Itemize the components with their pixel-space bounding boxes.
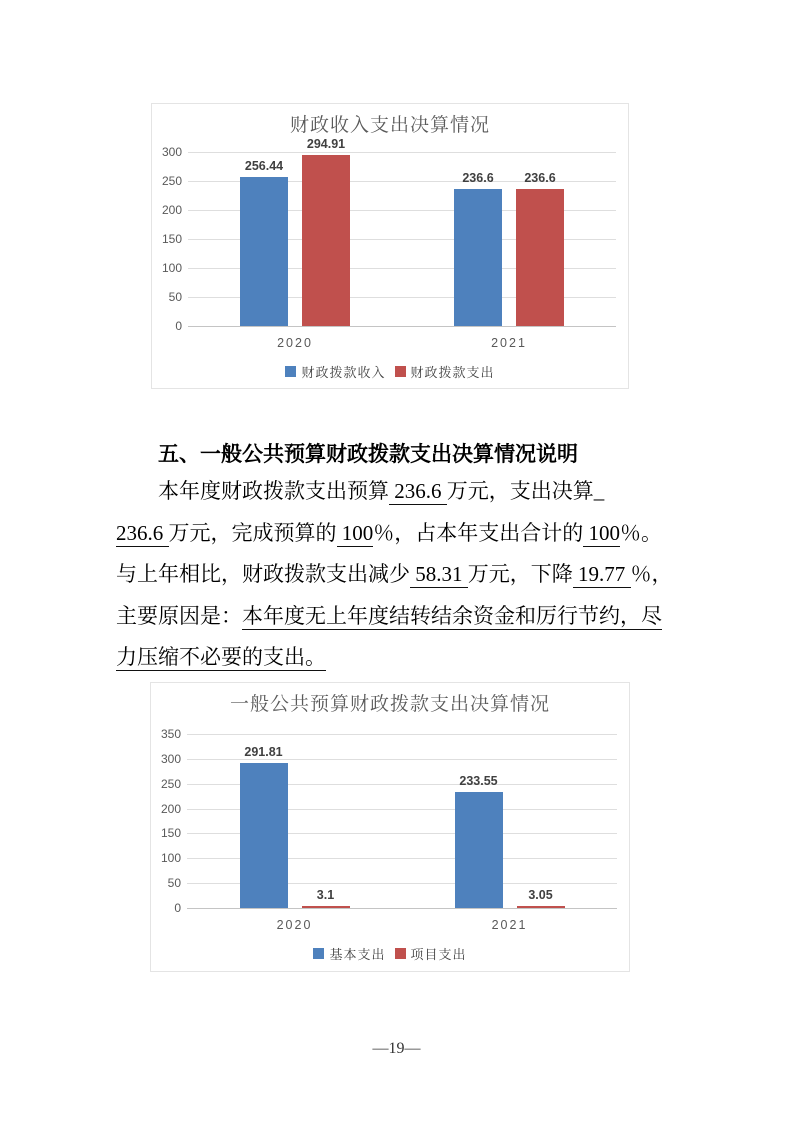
bar-value-label: 233.55 xyxy=(459,773,498,788)
underlined-text-segment: 100 xyxy=(336,520,374,545)
text-segment: 本年度财政拨款支出预算 xyxy=(158,479,389,503)
legend-label: 财政拨款支出 xyxy=(410,365,495,380)
paragraph-line xyxy=(116,554,696,596)
underlined-text-segment: 力压缩不必要的支出。 xyxy=(116,645,326,669)
y-axis-tick-label: 150 xyxy=(161,232,182,246)
bar xyxy=(240,177,288,326)
bar-value-label: 236.6 xyxy=(524,170,556,185)
y-axis-tick-label: 300 xyxy=(161,145,182,159)
bar-value-label: 294.91 xyxy=(306,136,346,151)
paragraph-line xyxy=(116,513,696,555)
chart-legend xyxy=(152,362,628,381)
y-axis-tick-label: 0 xyxy=(175,319,182,333)
y-axis-tick-label: 0 xyxy=(174,901,181,915)
legend-label: 基本支出 xyxy=(329,947,386,962)
gridline xyxy=(188,152,616,153)
bar-value-label: 291.81 xyxy=(244,744,283,759)
underlined-text-segment: 100 xyxy=(583,520,620,545)
bar xyxy=(517,906,565,908)
text-segment: 万元，下降 xyxy=(467,562,573,586)
y-axis-tick-label: 300 xyxy=(160,751,181,766)
x-axis-label: 2020 xyxy=(277,336,313,350)
underlined-text-segment: 58.31 xyxy=(410,562,468,586)
x-axis-label: 2021 xyxy=(491,336,527,350)
y-axis-tick-label: 50 xyxy=(167,876,181,891)
y-axis-tick-label: 100 xyxy=(161,261,182,275)
y-axis-tick-label: 50 xyxy=(168,290,182,304)
gridline xyxy=(187,908,617,909)
text-segment: 主要原因是： xyxy=(116,603,242,628)
chart-title: 财政收入支出决算情况 xyxy=(289,115,490,136)
bar xyxy=(302,906,350,908)
y-axis-tick-label: 100 xyxy=(160,851,181,866)
legend-item xyxy=(395,944,467,963)
x-axis-label: 2021 xyxy=(491,918,528,932)
underlined-text-segment: 236.6 xyxy=(116,520,169,545)
bar xyxy=(516,189,564,326)
underlined-text-segment: 本年度无上年度结转结余资金和厉行节约，尽 xyxy=(242,603,662,628)
legend-swatch-icon xyxy=(313,948,324,959)
gridline xyxy=(188,326,616,327)
legend-item xyxy=(313,944,385,963)
legend-label: 项目支出 xyxy=(410,947,467,962)
bar xyxy=(454,189,502,326)
text-segment: _ xyxy=(593,479,605,503)
legend-label: 财政拨款收入 xyxy=(301,365,386,380)
bar-value-label: 256.44 xyxy=(244,159,284,174)
finance-revenue-expenditure-chart xyxy=(151,103,629,389)
bar xyxy=(240,763,288,908)
page-number: —19— xyxy=(372,1040,421,1057)
legend-item xyxy=(285,362,385,381)
legend-swatch-icon xyxy=(395,948,406,959)
x-axis-label: 2020 xyxy=(276,918,313,932)
underlined-text-segment: 19.77 xyxy=(572,562,631,586)
y-axis-tick-label: 350 xyxy=(160,727,181,741)
bar-value-label: 236.6 xyxy=(462,170,494,185)
legend-swatch-icon xyxy=(285,366,296,377)
chart-legend xyxy=(151,944,629,963)
gridline xyxy=(187,734,617,735)
text-segment: ％，占本年支出合计的 xyxy=(373,520,584,545)
y-axis-tick-label: 250 xyxy=(161,174,182,188)
text-segment: ％。 xyxy=(620,520,662,545)
paragraph-line xyxy=(116,596,696,638)
underlined-text-segment: 236.6 xyxy=(389,479,447,503)
y-axis-tick-label: 250 xyxy=(160,776,181,791)
legend-swatch-icon xyxy=(395,366,406,377)
y-axis-tick-label: 200 xyxy=(161,203,182,217)
chart-title: 一般公共预算财政拨款支出决算情况 xyxy=(229,694,550,715)
text-segment: ％， xyxy=(630,562,673,586)
section-paragraph xyxy=(116,471,696,679)
bar-value-label: 3.1 xyxy=(316,888,335,902)
budget-expenditure-chart xyxy=(150,682,630,972)
bar xyxy=(455,792,503,908)
text-segment: 万元，支出决算 xyxy=(446,479,594,503)
paragraph-line xyxy=(116,637,696,679)
text-segment: 万元，完成预算的 xyxy=(168,520,337,545)
bar-value-label: 3.05 xyxy=(528,888,553,902)
y-axis-tick-label: 200 xyxy=(160,801,181,816)
bar xyxy=(302,155,350,326)
legend-item xyxy=(395,362,495,381)
y-axis-tick-label: 150 xyxy=(160,826,181,841)
paragraph-line xyxy=(116,471,696,513)
section-heading: 五、一般公共预算财政拨款支出决算情况说明 xyxy=(158,443,578,466)
gridline xyxy=(187,759,617,760)
text-segment: 与上年相比，财政拨款支出减少 xyxy=(116,562,410,586)
